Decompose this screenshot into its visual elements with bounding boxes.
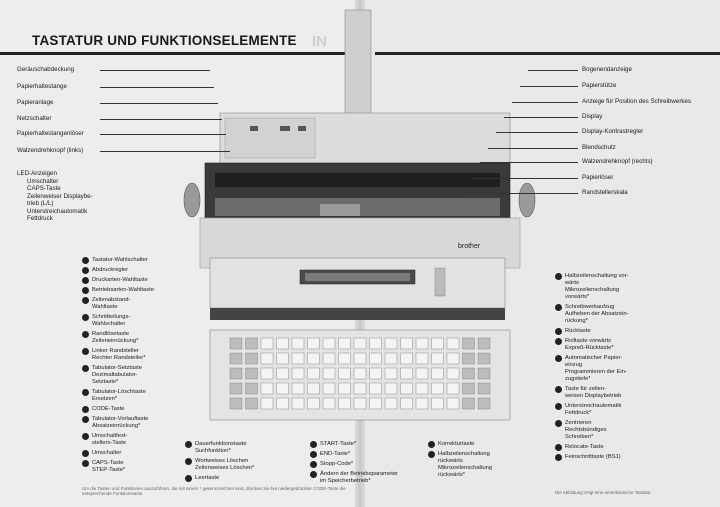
- legend-item: [82, 406, 125, 413]
- key: [261, 338, 273, 349]
- leader-line: [520, 86, 578, 87]
- led-item: Zeilenweiser Displaybe-: [27, 192, 93, 200]
- callout-label-right: Walzendrehknopf (rechts): [582, 158, 653, 165]
- leader-line: [528, 70, 578, 71]
- platen-knob-left: [184, 183, 200, 217]
- key: [478, 368, 490, 379]
- legend-text: Randlösetaste Zeileneinrückung*: [92, 331, 139, 344]
- legend-text: Relocate-Taste: [565, 444, 604, 450]
- callout-label-right: Randstellerskala: [582, 189, 628, 196]
- callout-label-right: Papierlöser: [582, 174, 614, 181]
- key: [308, 398, 320, 409]
- key: [261, 383, 273, 394]
- key: [370, 338, 382, 349]
- legend-text: Linker Randsteller Rechter Randsteller*: [92, 348, 146, 361]
- key: [261, 368, 273, 379]
- footnote-left: Um die Tasten und Funktionen auszuführen, die mit einem * gekennzeichnet sind, drücken Sie bei niedergedrückter CODE-Taste die entsprechende Funktionstaste.: [82, 486, 346, 496]
- legend-number-bullet: [310, 451, 317, 458]
- legend-text: Halbzeilenschaltung vor- wärts Mikrozeilenschaltung vorwärts*: [565, 273, 629, 300]
- legend-text: Halbzeilenschaltung rückwärts Mikrozeilenschaltung rückwärts*: [438, 451, 493, 478]
- footnote-right: Die Abbildung zeigt eine amerikanische Tastatur.: [555, 490, 652, 495]
- legend-item: [555, 304, 629, 325]
- key: [277, 398, 289, 409]
- legend-text: Automatischer Papier- einzug Programmieren der Ein- zugstiefe*: [565, 355, 627, 382]
- leader-line: [480, 162, 578, 163]
- key: [463, 368, 475, 379]
- callout-label-right: Display: [582, 113, 603, 120]
- legend-text: Ändern der Betriebsparameter im Speicherbetrieb*: [320, 471, 398, 484]
- legend-text: START-Taste*: [320, 441, 357, 447]
- legend-text: Zeilenabstand- Wahltaste: [92, 297, 131, 310]
- legend-text: Betriebsarten-Wahltaste: [92, 287, 154, 293]
- legend-text: Tabulator-Vorlauftaste Absatzeinrückung*: [92, 416, 149, 429]
- key: [292, 338, 304, 349]
- legend-number-bullet: [82, 348, 89, 355]
- legend-item: [555, 420, 607, 441]
- typewriter-illustration: [180, 8, 550, 428]
- legend-text: Korrekturtaste: [438, 441, 475, 447]
- legend-item: [82, 331, 138, 345]
- legend-item: [82, 365, 142, 386]
- brand-logo: brother: [458, 243, 481, 250]
- key: [354, 368, 366, 379]
- legend-number-bullet: [185, 475, 192, 482]
- key: [370, 353, 382, 364]
- key: [308, 353, 320, 364]
- legend-number-bullet: [82, 277, 89, 284]
- legend-text: Stopp-Code*: [320, 461, 354, 467]
- key: [277, 338, 289, 349]
- legend-text: Tabulator-Löschtaste Ersetzen*: [92, 389, 146, 402]
- leader-line: [464, 193, 578, 194]
- leader-line: [100, 119, 222, 120]
- key: [323, 398, 335, 409]
- legend-number-bullet: [82, 287, 89, 294]
- legend-number-bullet: [82, 331, 89, 338]
- key: [277, 368, 289, 379]
- callout-label-right: Papierstütze: [582, 82, 617, 89]
- callout-label-left: Walzendrehknopf (links): [17, 147, 84, 154]
- legend-item: [82, 460, 125, 474]
- key: [401, 368, 413, 379]
- key: [292, 353, 304, 364]
- legend-number-bullet: [185, 441, 192, 448]
- key: [416, 368, 428, 379]
- key: [339, 368, 351, 379]
- callout-label-left: Papierhaltestange: [17, 83, 67, 90]
- legend-text: CODE-Taste: [92, 406, 125, 412]
- legend-item: [428, 451, 492, 479]
- legend-item: [555, 444, 604, 451]
- key: [230, 383, 242, 394]
- key: [416, 338, 428, 349]
- key: [246, 368, 258, 379]
- legend-item: [555, 403, 621, 417]
- key: [385, 368, 397, 379]
- key: [308, 368, 320, 379]
- legend-text: Tastatur-Wahlschalter: [92, 257, 148, 263]
- legend-number-bullet: [82, 257, 89, 264]
- led-item: Unterstreichautomatik: [27, 207, 88, 215]
- legend-item: [185, 475, 219, 482]
- key: [432, 398, 444, 409]
- legend-number-bullet: [555, 420, 562, 427]
- leader-line: [496, 132, 578, 133]
- legend-item: [82, 433, 127, 447]
- legend-text: Wortweises Löschen Zeilenweises Löschen*: [195, 458, 255, 471]
- key: [478, 398, 490, 409]
- key: [463, 338, 475, 349]
- key: [277, 353, 289, 364]
- key: [261, 398, 273, 409]
- legend-item: [82, 297, 130, 311]
- key: [432, 383, 444, 394]
- key: [447, 383, 459, 394]
- legend-item: [82, 348, 146, 362]
- key: [447, 353, 459, 364]
- key: [432, 368, 444, 379]
- legend-item: [310, 441, 356, 448]
- legend-text: Schrittteilungs- Wahlschalter: [92, 314, 131, 327]
- legend-item: [82, 450, 121, 457]
- leader-line: [100, 70, 210, 71]
- key: [354, 353, 366, 364]
- key: [261, 353, 273, 364]
- key: [246, 398, 258, 409]
- legend-item: [82, 314, 130, 328]
- legend-text: Dauerfunktionstaste Suchfunktion*: [195, 441, 247, 454]
- key: [230, 338, 242, 349]
- key: [323, 368, 335, 379]
- key: [401, 398, 413, 409]
- key: [385, 353, 397, 364]
- key: [339, 338, 351, 349]
- led-item: trieb (L/L): [27, 200, 54, 207]
- key: [463, 398, 475, 409]
- paper-support: [345, 10, 371, 120]
- legend-number-bullet: [555, 338, 562, 345]
- callout-label-right: Blendschutz: [582, 144, 616, 151]
- legend-number-bullet: [82, 365, 89, 372]
- key: [230, 368, 242, 379]
- legend-item: [82, 277, 148, 284]
- legend-number-bullet: [555, 454, 562, 461]
- key: [416, 383, 428, 394]
- key: [323, 353, 335, 364]
- legend-number-bullet: [310, 461, 317, 468]
- callout-label-right: Bogenendanzeige: [582, 66, 632, 73]
- legend-number-bullet: [428, 451, 435, 458]
- callout-label-right: Anzeige für Position des Schreibwerkes: [582, 98, 692, 105]
- key: [246, 338, 258, 349]
- key: [323, 338, 335, 349]
- callout-label-left: Papierhaltestangenlöser: [17, 130, 84, 137]
- led-group: [17, 170, 93, 223]
- legend-number-bullet: [82, 314, 89, 321]
- page-title: TASTATUR UND FUNKTIONSELEMENTE: [32, 33, 297, 48]
- key: [432, 338, 444, 349]
- leader-line: [100, 151, 230, 152]
- legend-item: [310, 451, 350, 458]
- legend-text: CAPS-Taste STEP-Taste*: [92, 460, 126, 473]
- key: [339, 353, 351, 364]
- leader-line: [100, 134, 226, 135]
- legend-item: [82, 257, 148, 264]
- key: [478, 383, 490, 394]
- callout-label-left: Netzschalter: [17, 115, 52, 122]
- legend-number-bullet: [555, 386, 562, 393]
- led-heading: LED-Anzeigen: [17, 170, 57, 177]
- legend-item: [555, 273, 628, 301]
- key: [432, 353, 444, 364]
- legend-text: Druckarten-Wahltaste: [92, 277, 148, 283]
- callout-label-left: Geräuschabdeckung: [17, 66, 75, 73]
- legend-item: [555, 355, 627, 383]
- legend-text: Zentrieren Rechtsbündiges Schreiben*: [565, 420, 607, 440]
- key: [401, 338, 413, 349]
- key: [478, 338, 490, 349]
- leader-line: [100, 103, 218, 104]
- led-item: Umschalter: [27, 177, 59, 185]
- key: [463, 353, 475, 364]
- legend-text: Rücktaste: [565, 328, 591, 334]
- legend-item: [82, 287, 154, 294]
- leader-line: [488, 148, 578, 149]
- key: [447, 338, 459, 349]
- legend-item: [185, 458, 254, 472]
- key: [370, 398, 382, 409]
- key: [447, 398, 459, 409]
- legend-number-bullet: [82, 433, 89, 440]
- leader-line: [472, 178, 578, 179]
- key: [354, 398, 366, 409]
- platen-knob-right: [519, 183, 535, 217]
- legend-text: Abdruckregler: [92, 267, 129, 273]
- legend-number-bullet: [82, 406, 89, 413]
- legend-text: Taste für zeilen- weisen Displaybetrieb: [565, 386, 622, 399]
- legend-text: Unterstreichautomatik Fettdruck*: [565, 403, 622, 416]
- legend-item: [185, 441, 247, 455]
- key: [370, 368, 382, 379]
- legend-item: [428, 441, 474, 448]
- key: [308, 338, 320, 349]
- legend-text: Schreibwerkaufzug Aufheben der Absatzein- rückung*: [565, 304, 629, 324]
- legend-text: Leertaste: [195, 475, 220, 481]
- legend-item: [555, 328, 591, 335]
- legend-item: [82, 416, 148, 430]
- legend-number-bullet: [555, 304, 562, 311]
- legend-text: Umschaltfest- stellers-Taste: [92, 433, 128, 446]
- key: [230, 353, 242, 364]
- key: [246, 383, 258, 394]
- leader-line: [512, 102, 578, 103]
- legend-text: Rolltaste vorwärts Expreß-Rücktaste*: [565, 338, 614, 351]
- led-item: Fettdruck: [27, 215, 53, 222]
- led-item: CAPS-Taste: [27, 185, 61, 192]
- legend-number-bullet: [82, 389, 89, 396]
- legend-number-bullet: [555, 355, 562, 362]
- key: [401, 383, 413, 394]
- key: [385, 398, 397, 409]
- legend-number-bullet: [555, 444, 562, 451]
- legend-number-bullet: [82, 297, 89, 304]
- legend-item: [310, 461, 353, 468]
- key: [447, 368, 459, 379]
- legend-text: END-Taste*: [320, 451, 351, 457]
- key: [292, 398, 304, 409]
- callout-label-right: Display-Kontrastregler: [582, 128, 644, 135]
- leader-line: [100, 87, 214, 88]
- legend-item: [555, 386, 621, 400]
- legend-number-bullet: [82, 416, 89, 423]
- key: [401, 353, 413, 364]
- legend-item: [82, 389, 146, 403]
- key: [354, 338, 366, 349]
- key: [416, 398, 428, 409]
- callout-label-left: Papieranlage: [17, 99, 54, 106]
- key: [463, 383, 475, 394]
- legend-number-bullet: [82, 460, 89, 467]
- legend-number-bullet: [310, 441, 317, 448]
- legend-text: Umschalter: [92, 450, 122, 456]
- legend-item: [82, 267, 128, 274]
- key: [385, 383, 397, 394]
- legend-number-bullet: [82, 267, 89, 274]
- key: [416, 353, 428, 364]
- key: [478, 353, 490, 364]
- key: [323, 383, 335, 394]
- key: [246, 353, 258, 364]
- legend-number-bullet: [82, 450, 89, 457]
- key: [230, 398, 242, 409]
- legend-number-bullet: [555, 273, 562, 280]
- ghost-text: IN: [312, 33, 327, 50]
- legend-item: [555, 338, 614, 352]
- key: [292, 383, 304, 394]
- legend-item: [310, 471, 398, 485]
- key: [308, 383, 320, 394]
- legend-number-bullet: [555, 403, 562, 410]
- legend-item: [555, 454, 621, 461]
- legend-number-bullet: [555, 328, 562, 335]
- legend-number-bullet: [428, 441, 435, 448]
- key: [292, 368, 304, 379]
- legend-text: Tabulator-Setztaste Dezimaltabulator- Setztaste*: [92, 365, 142, 385]
- legend-number-bullet: [310, 471, 317, 478]
- key: [339, 398, 351, 409]
- legend-text: Feinschritttaste (BS1): [565, 454, 621, 460]
- key: [354, 383, 366, 394]
- key: [339, 383, 351, 394]
- legend-number-bullet: [185, 458, 192, 465]
- key: [277, 383, 289, 394]
- leader-line: [504, 117, 578, 118]
- key: [370, 383, 382, 394]
- key: [385, 338, 397, 349]
